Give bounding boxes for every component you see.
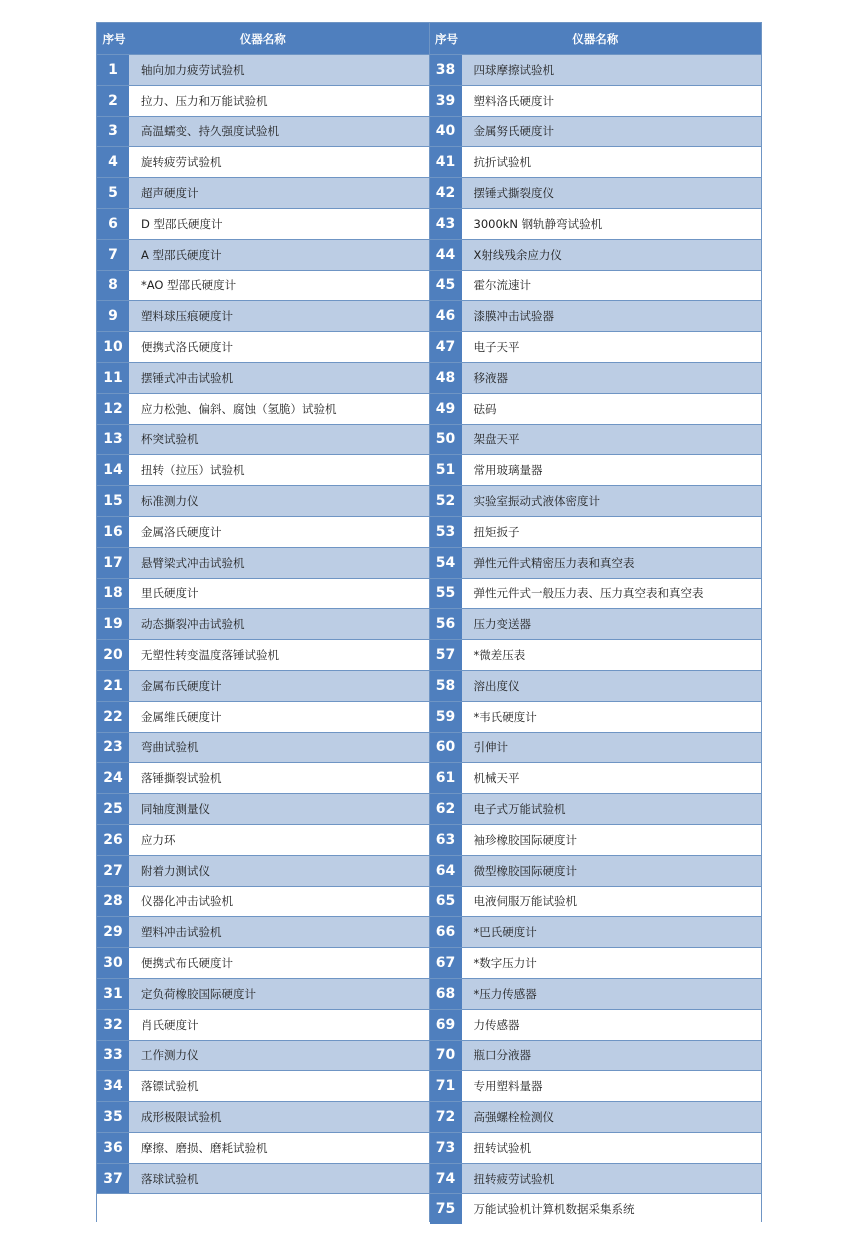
table-row (97, 1040, 429, 1071)
table-row (97, 547, 429, 578)
row-number: 71 (430, 1071, 462, 1101)
row-number: 75 (430, 1194, 462, 1224)
table-row (97, 824, 429, 855)
table-row (97, 1163, 429, 1194)
table-row (97, 146, 429, 177)
instrument-name: 力传感器 (462, 1010, 762, 1040)
table-row (97, 793, 429, 824)
table-row (97, 670, 429, 701)
row-number: 51 (430, 455, 462, 485)
instrument-name: 塑料冲击试验机 (129, 917, 429, 947)
row-number: 45 (430, 271, 462, 301)
table-row (97, 300, 429, 331)
row-number: 19 (97, 609, 129, 639)
instrument-name: 附着力测试仪 (129, 856, 429, 886)
instrument-name: 扭转（拉压）试验机 (129, 455, 429, 485)
row-number: 41 (430, 147, 462, 177)
row-number: 26 (97, 825, 129, 855)
table-row (430, 300, 762, 331)
instrument-name: 标准测力仪 (129, 486, 429, 516)
instrument-name: 落镖试验机 (129, 1071, 429, 1101)
table-row (97, 947, 429, 978)
instrument-name: 应力松弛、偏斜、腐蚀（氢脆）试验机 (129, 394, 429, 424)
instrument-name: 同轴度测量仪 (129, 794, 429, 824)
row-number: 27 (97, 856, 129, 886)
table-column-left (97, 23, 429, 1221)
row-number: 56 (430, 609, 462, 639)
row-number: 18 (97, 579, 129, 609)
instrument-name: 摆锤式冲击试验机 (129, 363, 429, 393)
instrument-name: X射线残余应力仪 (462, 240, 762, 270)
table-row (97, 608, 429, 639)
row-number: 74 (430, 1164, 462, 1194)
row-number: 55 (430, 579, 462, 609)
instrument-name: 金属维氏硬度计 (129, 702, 429, 732)
row-number: 52 (430, 486, 462, 516)
table-row (97, 208, 429, 239)
instrument-name: 高强螺栓检测仪 (462, 1102, 762, 1132)
table-row (97, 239, 429, 270)
instrument-name: 砝码 (462, 394, 762, 424)
row-number: 3 (97, 117, 129, 147)
row-number: 37 (97, 1164, 129, 1194)
instrument-name: 肖氏硬度计 (129, 1010, 429, 1040)
row-number: 20 (97, 640, 129, 670)
table-row (430, 639, 762, 670)
table-row (430, 116, 762, 147)
table-row (430, 578, 762, 609)
instrument-name: 四球摩擦试验机 (462, 55, 762, 85)
instrument-name: D 型邵氏硬度计 (129, 209, 429, 239)
instrument-name: 扭转疲劳试验机 (462, 1164, 762, 1194)
instrument-name: 万能试验机计算机数据采集系统 (462, 1194, 762, 1224)
row-number: 2 (97, 86, 129, 116)
row-number: 65 (430, 887, 462, 917)
row-number: 35 (97, 1102, 129, 1132)
instrument-name: 成形极限试验机 (129, 1102, 429, 1132)
header-name: 仪器名称 (239, 31, 286, 46)
instrument-name: 高温蠕变、持久强度试验机 (129, 117, 429, 147)
instrument-name: 弹性元件式精密压力表和真空表 (462, 548, 762, 578)
table-row (430, 701, 762, 732)
table-row (97, 916, 429, 947)
header-name: 仪器名称 (572, 31, 619, 46)
instrument-name: 移液器 (462, 363, 762, 393)
instrument-name: *压力传感器 (462, 979, 762, 1009)
table-row (430, 1193, 762, 1224)
table-row (97, 1009, 429, 1040)
row-number: 16 (97, 517, 129, 547)
table-row (430, 270, 762, 301)
row-number: 32 (97, 1010, 129, 1040)
row-number: 67 (430, 948, 462, 978)
table-header (430, 23, 762, 54)
instrument-name: 抗折试验机 (462, 147, 762, 177)
instrument-name: 实验室振动式液体密度计 (462, 486, 762, 516)
table-row (97, 886, 429, 917)
row-number: 17 (97, 548, 129, 578)
table-row (430, 824, 762, 855)
row-number: 7 (97, 240, 129, 270)
table-row (97, 1132, 429, 1163)
row-number: 36 (97, 1133, 129, 1163)
instrument-name: *数字压力计 (462, 948, 762, 978)
row-number: 28 (97, 887, 129, 917)
instrument-name: 落球试验机 (129, 1164, 429, 1194)
instrument-name: 里氏硬度计 (129, 579, 429, 609)
instrument-name: 旋转疲劳试验机 (129, 147, 429, 177)
row-number: 40 (430, 117, 462, 147)
row-number: 34 (97, 1071, 129, 1101)
table-row (97, 578, 429, 609)
table-row (97, 732, 429, 763)
instrument-name: 架盘天平 (462, 425, 762, 455)
row-number: 21 (97, 671, 129, 701)
instrument-name: 拉力、压力和万能试验机 (129, 86, 429, 116)
instrument-name: *AO 型邵氏硬度计 (129, 271, 429, 301)
table-row (430, 732, 762, 763)
table-row (430, 177, 762, 208)
instrument-name: A 型邵氏硬度计 (129, 240, 429, 270)
table-row (97, 270, 429, 301)
table-row (430, 1070, 762, 1101)
table-row (430, 485, 762, 516)
row-number: 33 (97, 1041, 129, 1071)
row-number: 6 (97, 209, 129, 239)
table-row (430, 1132, 762, 1163)
table-row (97, 1070, 429, 1101)
instrument-name: 超声硬度计 (129, 178, 429, 208)
row-number: 62 (430, 794, 462, 824)
row-number: 9 (97, 301, 129, 331)
table-row (430, 85, 762, 116)
row-number: 68 (430, 979, 462, 1009)
instrument-name: 无塑性转变温度落锤试验机 (129, 640, 429, 670)
row-number: 13 (97, 425, 129, 455)
row-number: 46 (430, 301, 462, 331)
row-number: 72 (430, 1102, 462, 1132)
row-number: 15 (97, 486, 129, 516)
row-number: 58 (430, 671, 462, 701)
instrument-name: *微差压表 (462, 640, 762, 670)
row-number: 66 (430, 917, 462, 947)
instrument-name: 电液伺服万能试验机 (462, 887, 762, 917)
table-column-right (429, 23, 762, 1221)
table-row (430, 670, 762, 701)
row-number: 30 (97, 948, 129, 978)
table-row (430, 978, 762, 1009)
table-row (430, 208, 762, 239)
row-number: 61 (430, 763, 462, 793)
instrument-name: 溶出度仪 (462, 671, 762, 701)
row-number: 11 (97, 363, 129, 393)
table-row (430, 608, 762, 639)
row-number: 70 (430, 1041, 462, 1071)
instrument-name: 弹性元件式一般压力表、压力真空表和真空表 (462, 579, 762, 609)
instrument-name: 金属努氏硬度计 (462, 117, 762, 147)
instrument-name: 3000kN 钢轨静弯试验机 (462, 209, 762, 239)
table-row (430, 454, 762, 485)
row-number: 8 (97, 271, 129, 301)
table-row (97, 855, 429, 886)
row-number: 4 (97, 147, 129, 177)
row-number: 47 (430, 332, 462, 362)
table-row (430, 547, 762, 578)
header-number: 序号 (435, 31, 458, 46)
instrument-name: 应力环 (129, 825, 429, 855)
header-number: 序号 (102, 31, 126, 46)
row-number: 12 (97, 394, 129, 424)
instrument-name: 微型橡胶国际硬度计 (462, 856, 762, 886)
instrument-table (96, 22, 762, 1222)
table-row (430, 1163, 762, 1194)
table-row (97, 516, 429, 547)
table-row (430, 855, 762, 886)
instrument-name: 摩擦、磨损、磨耗试验机 (129, 1133, 429, 1163)
row-number: 73 (430, 1133, 462, 1163)
instrument-name: 引伸计 (462, 733, 762, 763)
instrument-name: 漆膜冲击试验器 (462, 301, 762, 331)
table-row (430, 424, 762, 455)
table-row (97, 85, 429, 116)
row-number: 69 (430, 1010, 462, 1040)
instrument-name: 便携式洛氏硬度计 (129, 332, 429, 362)
instrument-name: 霍尔流速计 (462, 271, 762, 301)
instrument-name: 专用塑料量器 (462, 1071, 762, 1101)
row-number: 22 (97, 702, 129, 732)
instrument-name: 常用玻璃量器 (462, 455, 762, 485)
table-row (97, 762, 429, 793)
instrument-name: 瓶口分液器 (462, 1041, 762, 1071)
instrument-name: 扭矩扳子 (462, 517, 762, 547)
instrument-name: 电子天平 (462, 332, 762, 362)
table-row (430, 947, 762, 978)
table-row (97, 424, 429, 455)
instrument-name: *巴氏硬度计 (462, 917, 762, 947)
instrument-name: 电子式万能试验机 (462, 794, 762, 824)
table-row (430, 1009, 762, 1040)
table-row (97, 1101, 429, 1132)
instrument-name: 定负荷橡胶国际硬度计 (129, 979, 429, 1009)
row-number: 10 (97, 332, 129, 362)
row-number: 60 (430, 733, 462, 763)
table-row (97, 639, 429, 670)
instrument-name: 杯突试验机 (129, 425, 429, 455)
table-row (97, 454, 429, 485)
empty-cell (97, 1193, 429, 1224)
table-row (430, 516, 762, 547)
table-row (430, 362, 762, 393)
row-number: 43 (430, 209, 462, 239)
table-row (97, 978, 429, 1009)
row-number: 25 (97, 794, 129, 824)
row-number: 59 (430, 702, 462, 732)
instrument-name: 落锤撕裂试验机 (129, 763, 429, 793)
instrument-name: 仪器化冲击试验机 (129, 887, 429, 917)
instrument-name: 塑料洛氏硬度计 (462, 86, 762, 116)
instrument-name: 金属洛氏硬度计 (129, 517, 429, 547)
instrument-name: 摆锤式撕裂度仪 (462, 178, 762, 208)
row-number: 49 (430, 394, 462, 424)
instrument-name: 机械天平 (462, 763, 762, 793)
table-row (97, 485, 429, 516)
row-number: 38 (430, 55, 462, 85)
row-number: 57 (430, 640, 462, 670)
instrument-name: 塑料球压痕硬度计 (129, 301, 429, 331)
table-row (97, 116, 429, 147)
row-number: 23 (97, 733, 129, 763)
row-number: 64 (430, 856, 462, 886)
table-row (97, 701, 429, 732)
table-row (430, 146, 762, 177)
instrument-name: 袖珍橡胶国际硬度计 (462, 825, 762, 855)
row-number: 53 (430, 517, 462, 547)
row-number: 24 (97, 763, 129, 793)
table-row (430, 886, 762, 917)
instrument-name: *韦氏硬度计 (462, 702, 762, 732)
table-header (97, 23, 429, 54)
row-number: 29 (97, 917, 129, 947)
table-row (430, 54, 762, 85)
instrument-name: 动态撕裂冲击试验机 (129, 609, 429, 639)
row-number: 48 (430, 363, 462, 393)
table-row (430, 393, 762, 424)
instrument-name: 悬臂梁式冲击试验机 (129, 548, 429, 578)
table-row (430, 331, 762, 362)
row-number: 54 (430, 548, 462, 578)
row-number: 39 (430, 86, 462, 116)
instrument-name: 压力变送器 (462, 609, 762, 639)
table-row (97, 362, 429, 393)
instrument-name: 便携式布氏硬度计 (129, 948, 429, 978)
row-number: 31 (97, 979, 129, 1009)
instrument-name: 扭转试验机 (462, 1133, 762, 1163)
table-row (430, 1040, 762, 1071)
row-number: 5 (97, 178, 129, 208)
row-number: 14 (97, 455, 129, 485)
row-number: 50 (430, 425, 462, 455)
instrument-name: 金属布氏硬度计 (129, 671, 429, 701)
table-row (430, 239, 762, 270)
table-row (97, 331, 429, 362)
row-number: 44 (430, 240, 462, 270)
row-number: 1 (97, 55, 129, 85)
row-number: 63 (430, 825, 462, 855)
table-row (97, 177, 429, 208)
table-row (430, 793, 762, 824)
table-row (430, 1101, 762, 1132)
table-row (430, 762, 762, 793)
table-row (97, 393, 429, 424)
table-row (430, 916, 762, 947)
table-row (97, 54, 429, 85)
instrument-name: 工作测力仪 (129, 1041, 429, 1071)
row-number: 42 (430, 178, 462, 208)
instrument-name: 轴向加力疲劳试验机 (129, 55, 429, 85)
instrument-name: 弯曲试验机 (129, 733, 429, 763)
